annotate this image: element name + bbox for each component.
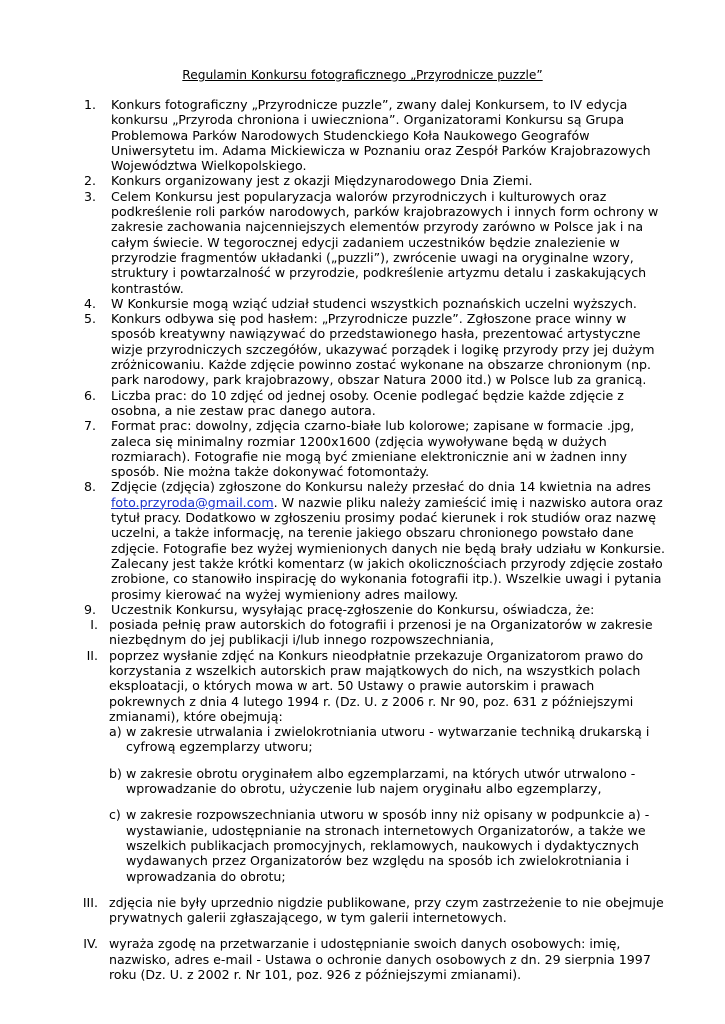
rule-text-part: Zdjęcie (zdjęcia) zgłoszone do Konkursu należy przesłać do dnia 14 kwietnia na adres [111, 479, 651, 495]
letter-marker: b) [109, 765, 122, 781]
declaration-text: zdjęcia nie były uprzednio nigdzie publikowane, przy czym zastrzeżenie to nie obejmuje prywatnych galerii zgłaszającego, w tym galerii internetowych. [109, 894, 664, 926]
rule-item-3 [66, 189, 666, 296]
rule-number: 1. [83, 97, 96, 112]
scope-item-a [109, 724, 666, 755]
roman-number: III. [82, 894, 98, 910]
rule-text: W Konkursie mogą wziąć udział studenci wszystkich poznańskich uczelni wyższych. [111, 295, 637, 311]
letter-marker: c) [109, 807, 121, 823]
rules-list [66, 97, 666, 982]
roman-number: II. [86, 647, 98, 663]
scope-text: w zakresie obrotu oryginałem albo egzemplarzami, na których utwór utrwalono - wprowadzanie do obrotu, użyczenie lub najem oryginału albo egzemplarzy, [126, 765, 636, 797]
rule-item-2 [66, 173, 666, 188]
declaration-item-2 [66, 648, 666, 884]
rule-text: Konkurs odbywa się pod hasłem: „Przyrodnicze puzzle”. Zgłoszone prace winny w sposób kreatywny nawiązywać do przedstawionego hasła, prezentować artystyczne wizje przyrodniczych szczegółów, ukazywać porządek i logikę przyrody przy jej dużym zróżnicowaniu. Każde zdjęcie powinno zostać wykonane na obszarze chronionym (np. park narodowy, park krajobrazowy, obszar Natura 2000 itd.) w Polsce lub za granicą. [111, 311, 655, 388]
scope-item-b [109, 766, 666, 797]
roman-number: I. [90, 617, 98, 633]
scope-item-c [109, 807, 666, 883]
scope-text: w zakresie rozpowszechniania utworu w sposób inny niż opisany w podpunkcie a) - wystawianie, udostępnianie na stronach internetowych Organizatorów, a także we wszelkich publikacjach promocyjnych, reklamowych, naukowych i dydaktycznych wydawanych przez Organizatorów bez względu na sposób ich zwielokrotniania i wprowadzania do obrotu; [126, 807, 650, 884]
rule-number: 2. [83, 173, 96, 189]
rule-number: 8. [83, 479, 96, 495]
rule-text: Uczestnik Konkursu, wysyłając pracę-zgłoszenie do Konkursu, oświadcza, że: [111, 601, 595, 617]
rule-item-4 [66, 296, 666, 311]
rule-text: Celem Konkursu jest popularyzacja walorów przyrodniczych i kulturowych oraz podkreślenie roli parków narodowych, parków krajobrazowych i innych form ochrony w zakresie zachowania najcenniejszych elementów przyrody zarówno w Polsce jak i na całym świecie. W tegorocznej edycji zadaniem uczestników będzie znalezienie w przyrodzie fragmentów układanki („puzzli”), zwrócenie uwagi na oryginalne wzory, struktury i powtarzalność w przyrodzie, podkreślenie artyzmu detalu i zaskakujących kontrastów. [111, 188, 659, 296]
rule-item-6 [66, 388, 666, 419]
rule-text: Konkurs fotograficzny „Przyrodnicze puzzle”, zwany dalej Konkursem, to IV edycja konkursu „Przyroda chroniona i uwieczniona”. Organizatorami Konkursu są Grupa Problemowa Parków Narodowych Studenckiego Koła Naukowego Geografów Uniwersytetu im. Adama Mickiewicza w Poznaniu oraz Zespół Parków Krajobrazowych Województwa Wielkopolskiego. [111, 97, 651, 174]
rule-item-8 [66, 479, 666, 601]
scope-list [109, 724, 666, 884]
declaration-item-1 [66, 617, 666, 648]
rule-text: Format prac: dowolny, zdjęcia czarno-białe lub kolorowe; zapisane w formacie .jpg, zaleca się minimalny rozmiar 1200x1600 (zdjęcia wywoływane będą w dużych rozmiarach). Fotografie nie mogą być zmieniane elektronicznie ani w żadnen inny sposób. Nie można także dokonywać fotomontaży. [111, 418, 635, 480]
rule-number: 3. [83, 188, 96, 204]
rule-text: Konkurs organizowany jest z okazji Międzynarodowego Dnia Ziemi. [111, 173, 533, 189]
declaration-item-3 [66, 895, 666, 926]
declaration-text: posiada pełnię praw autorskich do fotografii i przenosi je na Organizatorów w zakresie niezbędnym do jej publikacji i/lub innego rozpowszechniania, [109, 617, 653, 648]
declaration-item-4 [66, 936, 666, 982]
letter-marker: a) [109, 724, 122, 740]
rule-number: 7. [83, 418, 96, 434]
rule-item-7 [66, 418, 666, 479]
email-link[interactable]: foto.przyroda@gmail.com [111, 494, 274, 510]
rule-item-9 [66, 602, 666, 617]
rule-number: 5. [83, 311, 96, 327]
rule-number: 9. [83, 601, 96, 617]
rule-number: 6. [83, 387, 96, 403]
rule-item-1 [66, 97, 666, 173]
roman-number: IV. [83, 936, 98, 952]
document-title: Regulamin Konkursu fotograficznego „Przyrodnicze puzzle” [182, 68, 543, 82]
scope-text: w zakresie utrwalania i zwielokrotniania utworu - wytwarzanie techniką drukarską i cyfrową egzemplarzy utworu; [126, 724, 650, 755]
rule-text: Liczba prac: do 10 zdjęć od jednej osoby. Ocenie podlegać będzie każde zdjęcie z osobna, a nie zestaw prac danego autora. [111, 387, 624, 418]
rule-item-5 [66, 311, 666, 387]
rule-text [111, 479, 666, 601]
declaration-text: wyraża zgodę na przetwarzanie i udostępnianie swoich danych osobowych: imię, nazwisko, adres e-mail - Ustawa o ochronie danych osobowych z dn. 29 sierpnia 1997 roku (Dz. U. z 2002 r. Nr 101, poz. 926 z późniejszymi zmianami). [109, 936, 651, 983]
declaration-text: poprzez wysłanie zdjęć na Konkurs nieodpłatnie przekazuje Organizatorom prawo do korzystania z wszelkich autorskich praw majątkowych do nich, na wszystkich polach eksploatacji, o których mowa w art. 50 Ustawy o prawie autorskim i prawach pokrewnych z dnia 4 lutego 1994 r. (Dz. U. z 2006 r. Nr 90, poz. 631 z późniejszymi zmianami), które obejmują: [109, 647, 644, 724]
declaration-list [66, 617, 666, 982]
rule-text-part: . W nazwie pliku należy zamieścić imię i nazwisko autora oraz tytuł pracy. Dodatkowo w zgłoszeniu prosimy podać kierunek i rok studiów oraz nazwę uczelni, a także informację, na terenie jakiego obszaru chronionego powstało dane zdjęcie. Fotografie bez wyżej wymienionych danych nie będą brały udziału w Konkursie. Zalecany jest także krótki komentarz (w jakich okolicznościach przyrody zdjęcie zostało zrobione, co stanowiło inspirację do wykonania fotografii itp.). Wszelkie uwagi i pytania prosimy kierować na wyżej wymieniony adres mailowy. [111, 494, 666, 602]
rule-number: 4. [83, 295, 96, 311]
